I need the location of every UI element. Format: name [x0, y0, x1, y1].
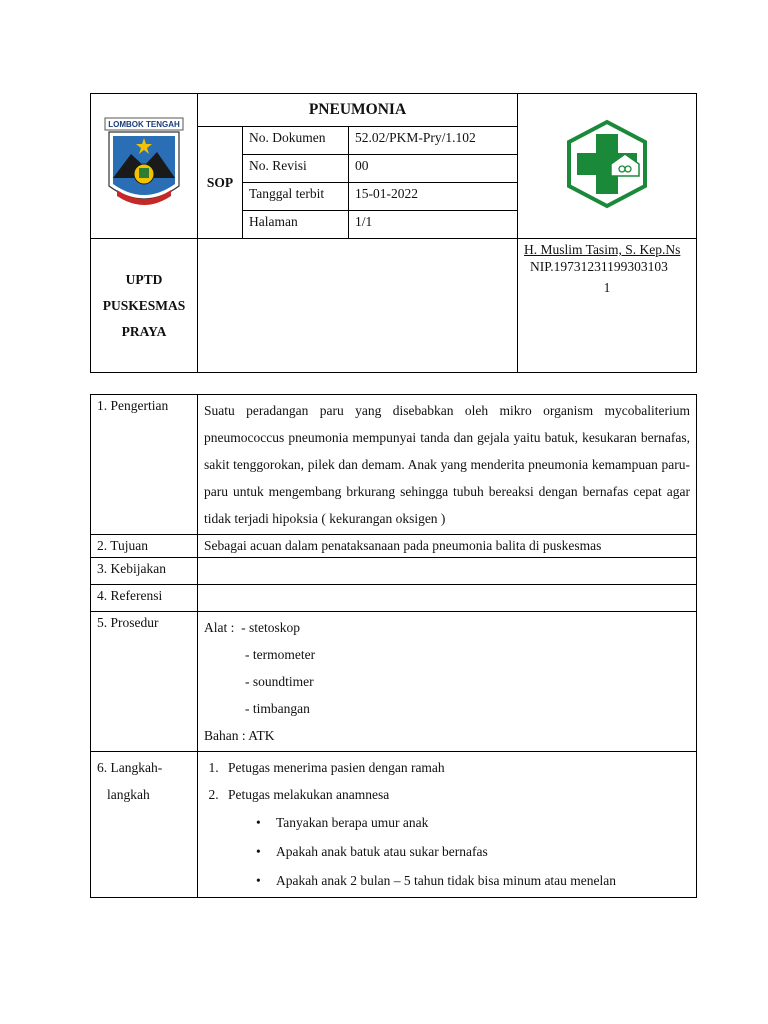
langkah-label-line-1: 6. Langkah-: [97, 760, 163, 775]
tujuan-label: 2. Tujuan: [91, 535, 198, 558]
sub-step-item: • Tanyakan berapa umur anak: [276, 808, 690, 837]
bahan-line: Bahan : ATK: [204, 728, 275, 743]
referensi-text: [198, 585, 697, 612]
logo-caption: LOMBOK TENGAH: [108, 119, 180, 129]
lombok-tengah-logo-cell: [91, 94, 198, 239]
sub-step-item: • Apakah anak 2 bulan – 5 tahun tidak bisa minum atau menelan: [276, 866, 690, 895]
step-item: [222, 781, 690, 895]
signer-block: [518, 239, 697, 373]
puskesmas-name: [91, 239, 198, 373]
puskesmas-line-1: UPTD: [125, 271, 163, 287]
prosedur-content: [198, 612, 697, 752]
tujuan-text: Sebagai acuan dalam penataksanaan pada pneumonia balita di puskesmas: [198, 535, 697, 558]
alat-prefix: Alat :: [204, 620, 235, 635]
pengertian-label: 1. Pengertian: [91, 395, 198, 535]
kebijakan-text: [198, 558, 697, 585]
alat-item: - soundtimer: [245, 674, 314, 689]
langkah-label: [91, 752, 198, 898]
prosedur-label: 5. Prosedur: [91, 612, 198, 752]
meta-label-no-revisi: No. Revisi: [243, 155, 349, 183]
meta-value-tanggal-terbit: 15-01-2022: [349, 183, 518, 211]
step-item-text: Petugas melakukan anamnesa: [228, 787, 390, 802]
puskesmas-logo-cell: [518, 94, 697, 239]
alat-line: [204, 614, 690, 641]
puskesmas-logo-icon: [565, 118, 649, 210]
pengertian-text: Suatu peradangan paru yang disebabkan oleh mikro organism mycobaliterium pneumococcus pneumonia mempunyai tanda dan gejala yaitu batuk, kesukaran bernafas, sakit tenggorokan, pilek dan demam. Anak yang menderita pneumonia kemampuan paru-paru untuk mengembang brkurang sehingga tubuh bereaksi dengan bernafas cepat agar tidak terjadi hipoksia ( kekurangan oksigen ): [198, 395, 697, 535]
lombok-tengah-emblem-icon: [103, 116, 185, 212]
langkah-content: [198, 752, 697, 898]
puskesmas-line-2: PUSKESMAS: [102, 297, 186, 313]
header-table: [90, 93, 697, 373]
kebijakan-label: 3. Kebijakan: [91, 558, 198, 585]
meta-value-no-dokumen: 52.02/PKM-Pry/1.102: [349, 127, 518, 155]
empty-signature-area: [198, 239, 518, 373]
meta-label-no-dokumen: No. Dokumen: [243, 127, 349, 155]
meta-label-tanggal-terbit: Tanggal terbit: [243, 183, 349, 211]
langkah-label-line-2: langkah: [107, 787, 150, 802]
signer-name: H. Muslim Tasim, S. Kep.Ns: [524, 242, 681, 257]
sop-body-table: [90, 394, 697, 898]
puskesmas-line-3: PRAYA: [121, 323, 167, 339]
meta-value-halaman: 1/1: [349, 211, 518, 239]
alat-item: - stetoskop: [241, 620, 300, 635]
signer-nip: NIP.19731231199303103: [530, 259, 668, 274]
document-title: PNEUMONIA: [198, 94, 518, 127]
meta-label-halaman: Halaman: [243, 211, 349, 239]
signer-nip-tail: 1: [603, 280, 611, 295]
alat-item: - termometer: [245, 647, 316, 662]
sub-step-item: • Apakah anak batuk atau sukar bernafas: [276, 837, 690, 866]
sub-steps-list: [228, 808, 690, 895]
step-item: 1. Petugas menerima pasien dengan ramah: [222, 754, 690, 781]
referensi-label: 4. Referensi: [91, 585, 198, 612]
meta-value-no-revisi: 00: [349, 155, 518, 183]
steps-list: [204, 754, 690, 895]
alat-item: - timbangan: [245, 701, 310, 716]
sop-label: SOP: [198, 127, 243, 239]
